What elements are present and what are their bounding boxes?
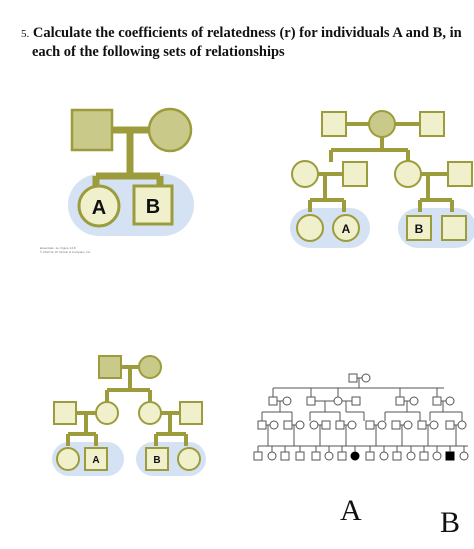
question-body: Calculate the coefficients of relatedness (r) for individuals A and B, in each of the following sets of relationships <box>32 25 462 60</box>
affected-individual-a <box>351 452 359 460</box>
question-number: 5. <box>21 28 30 40</box>
label-b: B <box>414 222 424 236</box>
label-a: A <box>341 222 351 236</box>
pedigree-figure-3 <box>52 356 206 476</box>
affected-individual-b <box>446 452 454 460</box>
label-a: A <box>340 494 362 527</box>
figure-caption-line-2: © 2013 W. W. Norton & Company, Inc. <box>40 250 92 254</box>
father-square <box>72 110 112 150</box>
pedigree-figure-2 <box>290 111 474 248</box>
label-a: A <box>92 455 100 466</box>
pedigree-figure-4 <box>254 374 468 460</box>
label-b: B <box>440 506 461 539</box>
label-a: A <box>91 197 107 219</box>
figure-caption-line-1: Essentials, 1e, Figure 14.8 <box>40 246 76 250</box>
label-b: B <box>145 196 161 218</box>
mother-circle <box>149 109 191 151</box>
label-b: B <box>153 455 161 466</box>
pedigree-figure-1 <box>40 109 194 254</box>
